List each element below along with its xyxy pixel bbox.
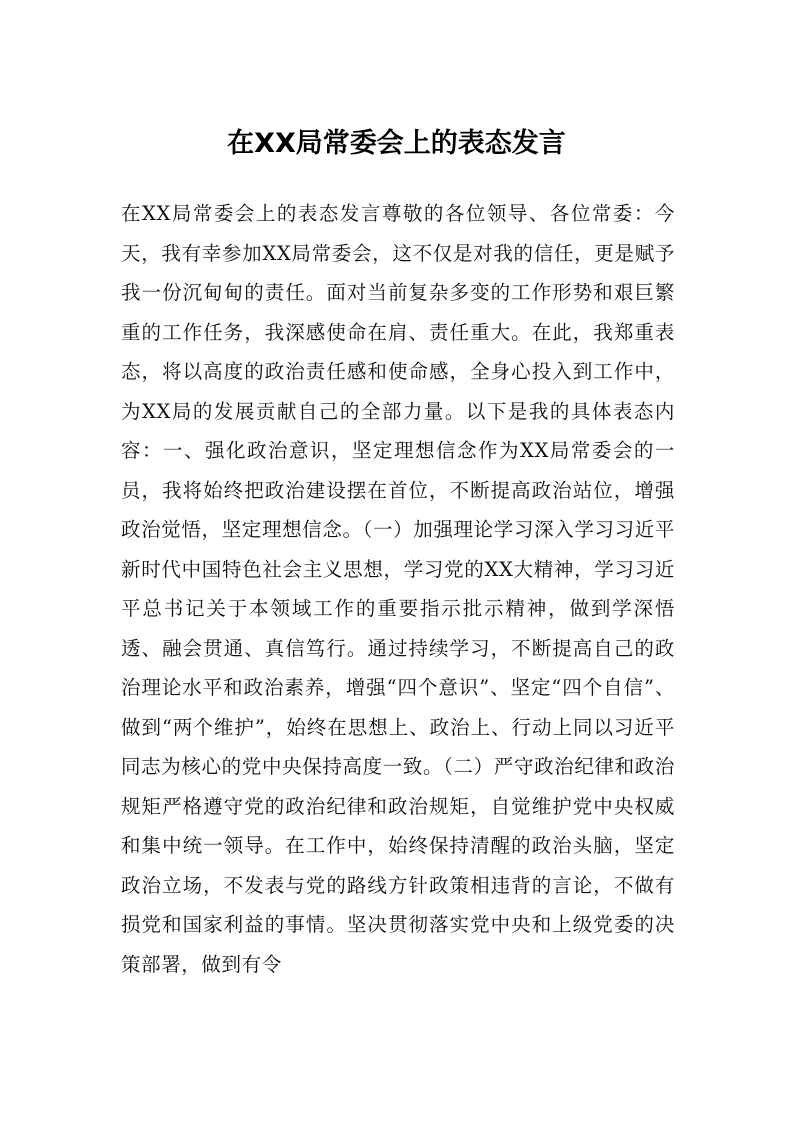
body-paragraph: 在XX局常委会上的表态发言尊敬的各位领导、各位常委：今天，我有幸参加XX局常委会，这不仅是对我的信任，更是赋予我一份沉甸甸的责任。面对当前复杂多变的工作形势和艰巨繁重的工作任务，我深感使命在肩、责任重大。在此，我郑重表态，将以高度的政治责任感和使命感，全身心投入到工作中，为XX局的发展贡献自己的全部力量。以下是我的具体表态内容：一、强化政治意识，坚定理想信念作为XX局常委会的一员，我将始终把政治建设摆在首位，不断提高政治站位，增强政治觉悟，坚定理想信念。（一）加强理论学习深入学习习近平新时代中国特色社会主义思想，学习党的XX大精神，学习习近平总书记关于本领域工作的重要指示批示精神，做到学深悟透、融会贯通、真信笃行。通过持续学习，不断提高自己的政治理论水平和政治素养，增强“四个意识”、坚定“四个自信”、做到“两个维护”，始终在思想上、政治上、行动上同以习近平同志为核心的党中央保持高度一致。（二）严守政治纪律和政治规矩严格遵守党的政治纪律和政治规矩，自觉维护党中央权威和集中统一领导。在工作中，始终保持清醒的政治头脑，坚定政治立场，不发表与党的路线方针政策相违背的言论，不做有损党和国家利益的事情。坚决贯彻落实党中央和上级党委的决策部署，做到有令 — [121, 202, 675, 976]
page-title: 在XX局常委会上的表态发言 — [227, 128, 566, 159]
